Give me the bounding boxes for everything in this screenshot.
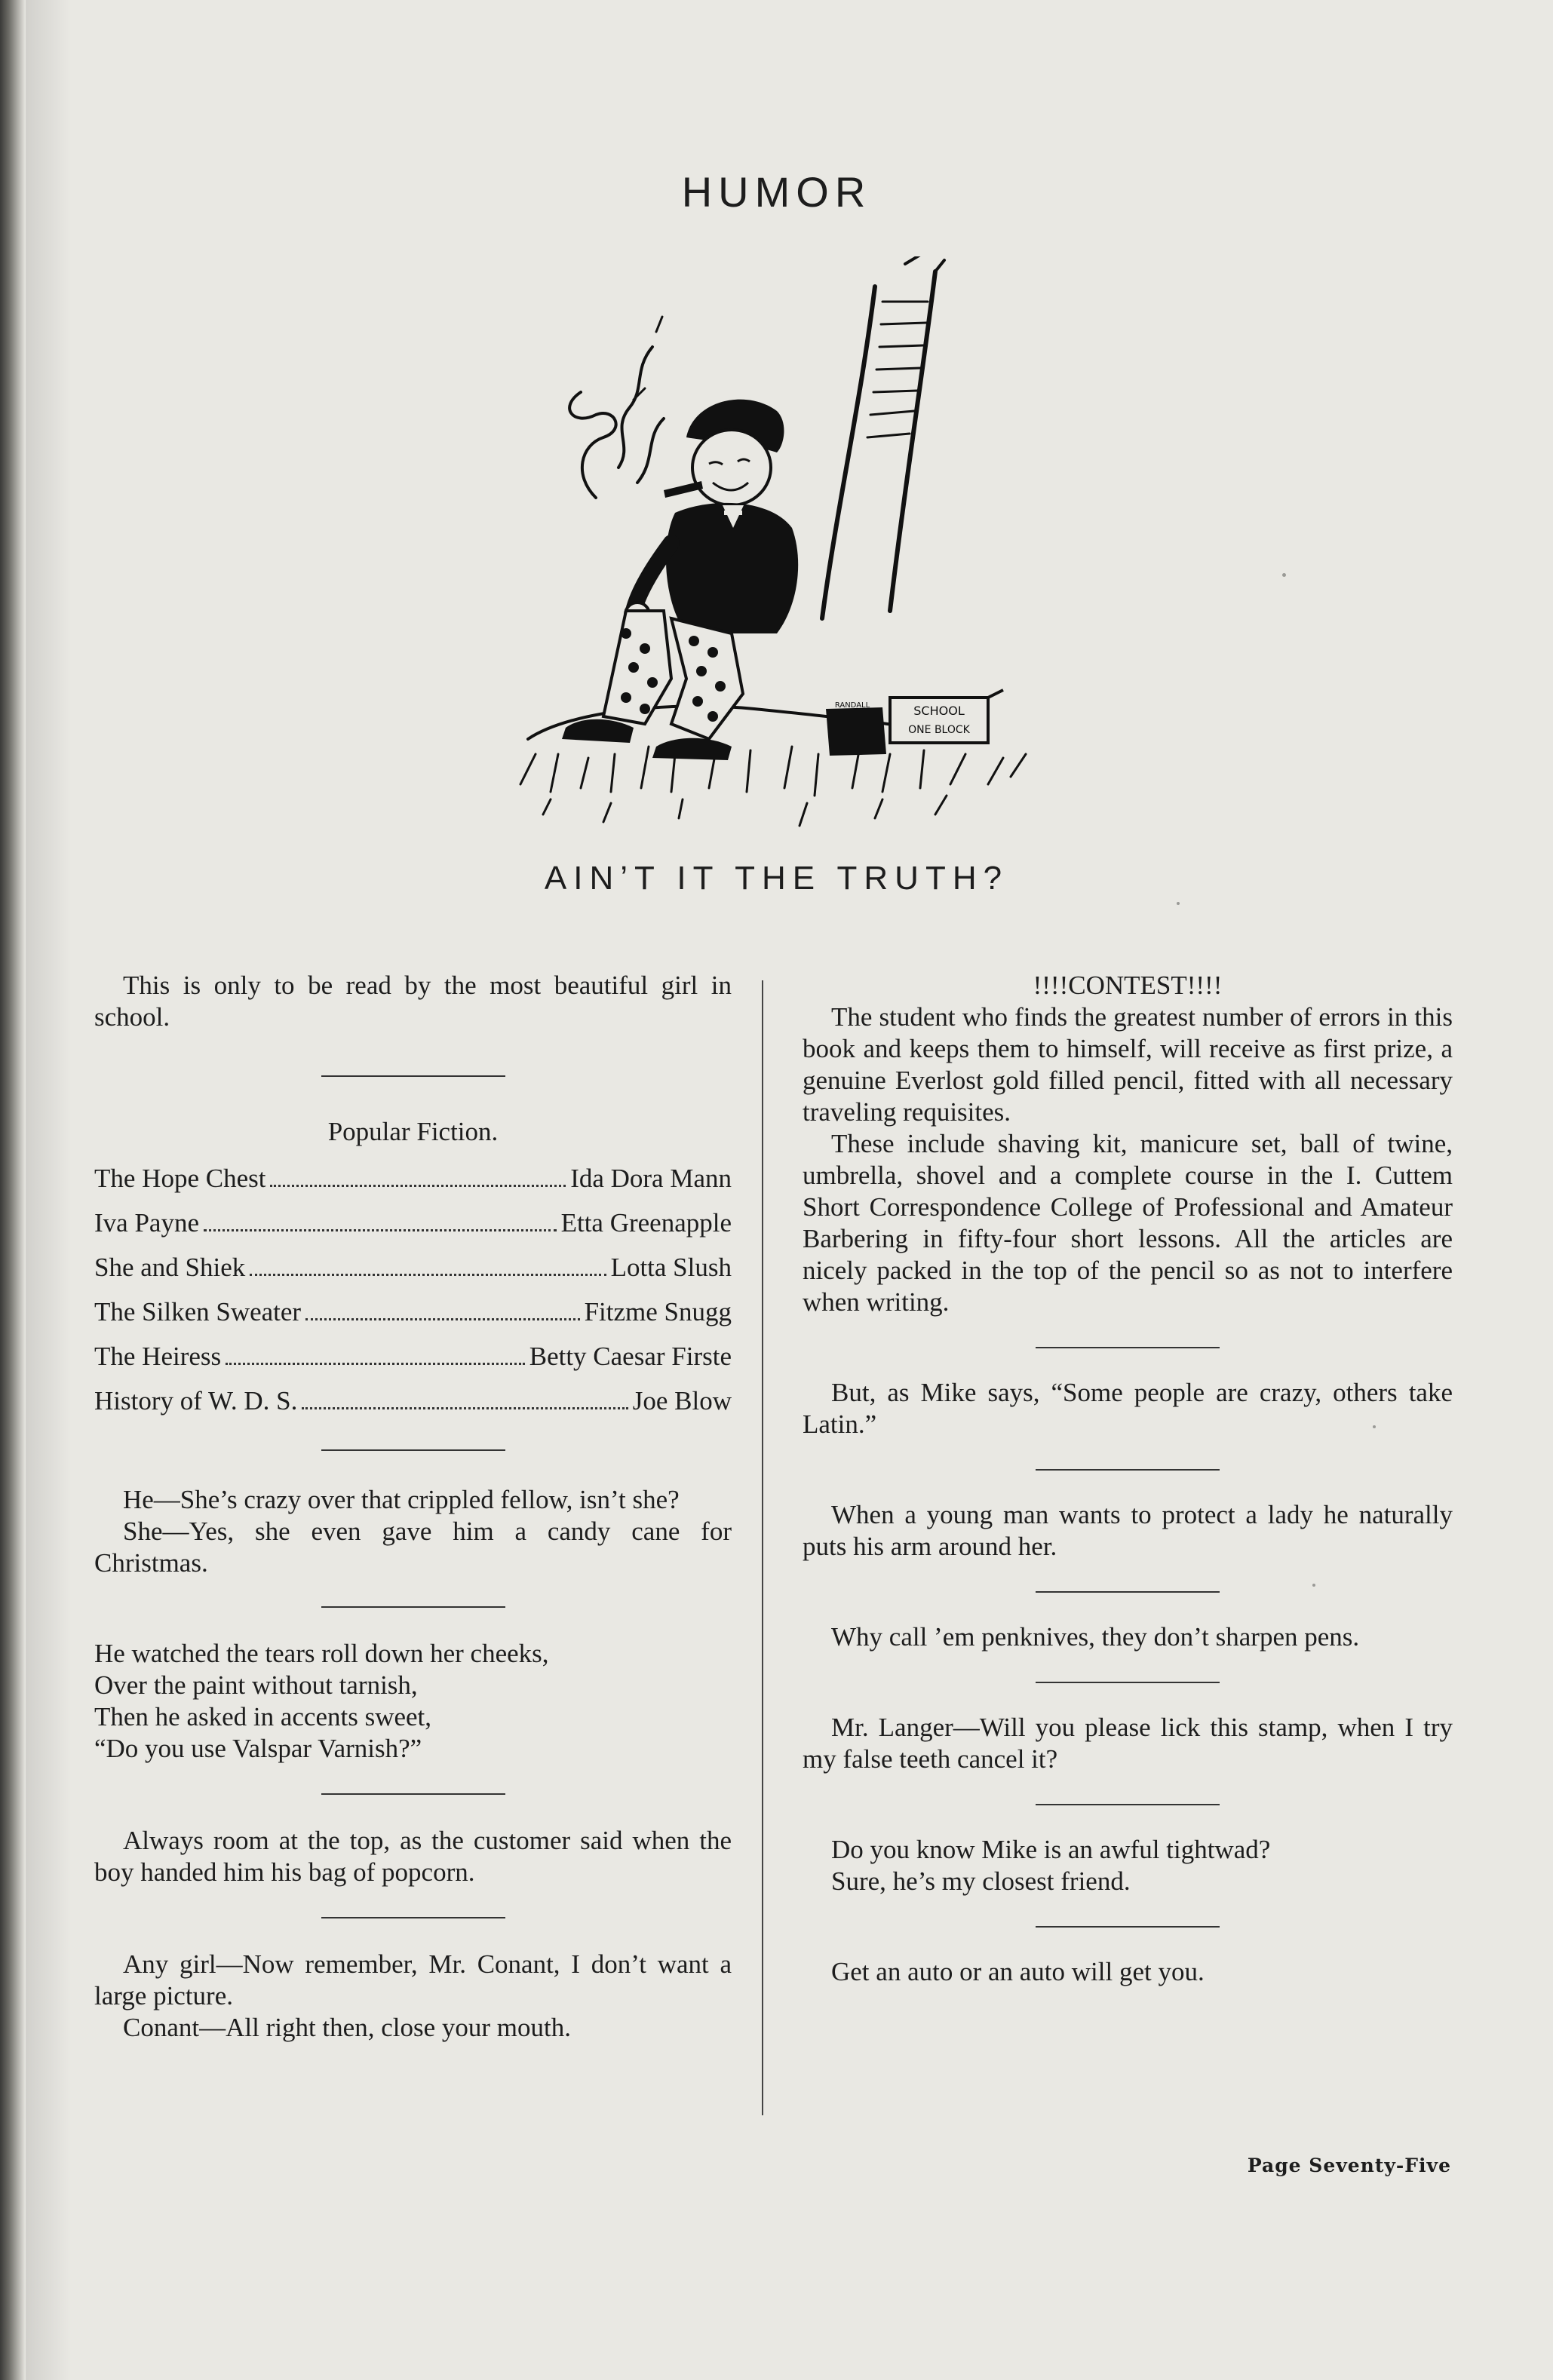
crippled-joke-line1: He—She’s crazy over that crippled fellow, isn’t she? xyxy=(123,1485,680,1514)
fiction-author: Fitzme Snugg xyxy=(584,1297,732,1326)
latin-joke: But, as Mike says, “Some people are crazy, others take Latin.” xyxy=(803,1378,1453,1439)
paper-speck xyxy=(1177,902,1180,905)
sign-text-line2: ONE BLOCK xyxy=(908,724,970,736)
section-divider xyxy=(321,1606,505,1608)
column-divider xyxy=(762,980,763,2115)
picture-joke-line1: Any girl—Now remember, Mr. Conant, I don’t want a large picture. xyxy=(94,1949,732,2010)
langer-joke: Mr. Langer—Will you please lick this stamp, when I try my false teeth cancel it? xyxy=(803,1713,1453,1774)
valspar-poem xyxy=(94,1638,732,1765)
fiction-row xyxy=(94,1163,732,1207)
fiction-author: Etta Greenapple xyxy=(560,1208,732,1238)
protect-joke: When a young man wants to protect a lady he naturally puts his arm around her. xyxy=(803,1500,1453,1561)
section-divider xyxy=(1036,1347,1220,1348)
dot-leader xyxy=(302,1407,628,1409)
auto-joke: Get an auto or an auto will get you. xyxy=(831,1957,1205,1986)
tightwad-joke-line2: Sure, he’s my closest friend. xyxy=(831,1866,1131,1896)
illustration-caption: AIN’T IT THE TRUTH? xyxy=(544,860,1009,897)
picture-joke-line2: Conant—All right then, close your mouth. xyxy=(123,2013,571,2042)
fiction-title: The Silken Sweater xyxy=(94,1297,302,1326)
section-divider xyxy=(1036,1682,1220,1683)
intro-joke: This is only to be read by the most beautiful girl in school. xyxy=(94,971,732,1032)
dot-leader xyxy=(250,1274,606,1276)
left-column xyxy=(94,970,732,2044)
dot-leader xyxy=(270,1185,566,1187)
fiction-title: History of W. D. S. xyxy=(94,1386,298,1415)
section-divider xyxy=(1036,1469,1220,1471)
contest-paragraph-2: These include shaving kit, manicure set, ball of twine, umbrella, shovel and a complete course in the I. Cuttem Short Correspondence College of Professional and Amateur Barbering in fifty-four short lessons. All the articles are nicely packed in the top of the pencil so as not to interfere when writing. xyxy=(803,1129,1453,1317)
section-divider xyxy=(1036,1591,1220,1593)
fiction-title: The Heiress xyxy=(94,1342,222,1371)
paper-speck xyxy=(1282,573,1286,577)
paper-speck xyxy=(1373,1425,1376,1428)
section-divider xyxy=(321,1917,505,1918)
fiction-row xyxy=(94,1207,732,1252)
poem-line: Over the paint without tarnish, xyxy=(94,1670,418,1700)
boy-smoking-cigar-under-tree-icon xyxy=(483,256,1056,845)
fiction-author: Lotta Slush xyxy=(610,1253,732,1282)
dot-leader xyxy=(305,1318,579,1320)
fiction-author: Betty Caesar Firste xyxy=(529,1342,732,1371)
page-number: Page Seventy-Five xyxy=(1247,2155,1451,2176)
fiction-row xyxy=(94,1385,732,1430)
page-gutter-shadow xyxy=(26,0,71,2380)
book-spine-shadow xyxy=(0,0,26,2380)
fiction-row xyxy=(94,1296,732,1341)
section-divider xyxy=(1036,1804,1220,1805)
popular-fiction-heading: Popular Fiction. xyxy=(327,1117,499,1146)
tightwad-joke-line1: Do you know Mike is an awful tightwad? xyxy=(831,1835,1271,1864)
poem-line: He watched the tears roll down her cheeks, xyxy=(94,1639,549,1668)
crippled-joke-line2: She—Yes, she even gave him a candy cane for Christmas. xyxy=(94,1517,732,1578)
artist-signature: RANDALL xyxy=(834,701,870,710)
page-title: HUMOR xyxy=(681,168,872,216)
right-column xyxy=(803,970,1453,1988)
section-divider xyxy=(321,1793,505,1795)
fiction-row xyxy=(94,1341,732,1385)
poem-line: “Do you use Valspar Varnish?” xyxy=(94,1734,422,1763)
fiction-title: She and Shiek xyxy=(94,1253,246,1282)
fiction-row xyxy=(94,1252,732,1296)
penknives-joke: Why call ’em penknives, they don’t sharpen pens. xyxy=(831,1622,1360,1652)
paper-speck xyxy=(1312,1584,1315,1587)
dot-leader xyxy=(226,1363,525,1365)
contest-paragraph-1: The student who finds the greatest number of errors in this book and keeps them to himself, will receive as first prize, a genuine Everlost gold filled pencil, fitted with all necessary traveling requisites. xyxy=(803,1002,1453,1127)
section-divider xyxy=(1036,1926,1220,1928)
popular-fiction-list xyxy=(94,1163,732,1430)
poem-line: Then he asked in accents sweet, xyxy=(94,1702,432,1731)
fiction-title: The Hope Chest xyxy=(94,1164,266,1193)
dot-leader xyxy=(204,1229,557,1231)
contest-heading: !!!!CONTEST!!!! xyxy=(1033,971,1223,1000)
popcorn-joke: Always room at the top, as the customer said when the boy handed him his bag of popcorn. xyxy=(94,1826,732,1887)
sign-text-line1: SCHOOL xyxy=(913,704,965,718)
fiction-title: Iva Payne xyxy=(94,1208,199,1238)
fiction-author: Joe Blow xyxy=(632,1386,732,1415)
fiction-author: Ida Dora Mann xyxy=(570,1164,732,1193)
section-divider xyxy=(321,1449,505,1451)
section-divider xyxy=(321,1075,505,1077)
